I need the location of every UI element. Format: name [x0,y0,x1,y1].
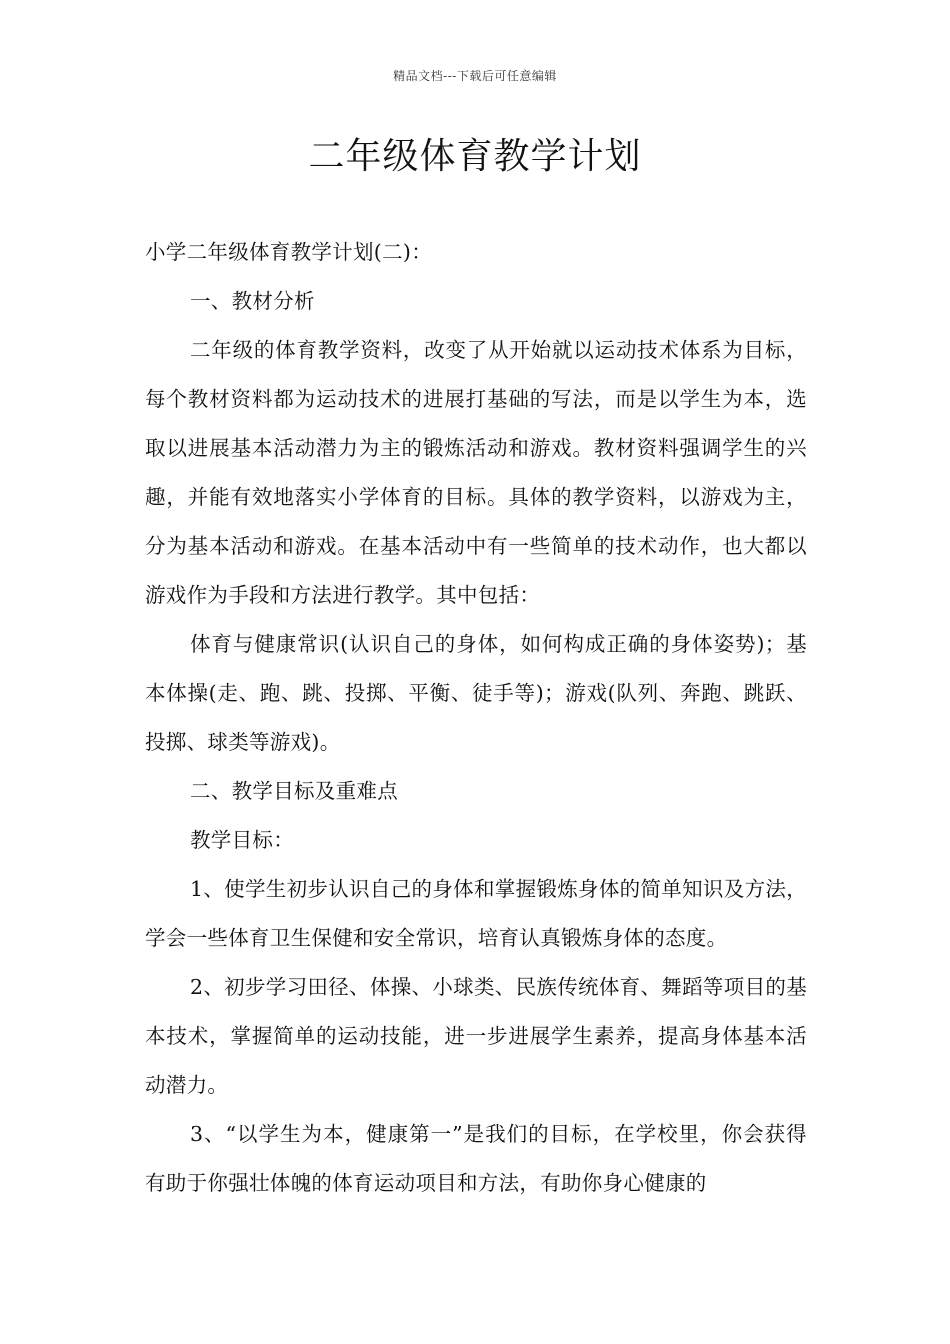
body-paragraph: 体育与健康常识(认识自己的身体，如何构成正确的身体姿势)；基本体操(走、跑、跳、投掷、平衡、徒手等)；游戏(队列、奔跑、跳跃、投掷、球类等游戏)。 [145,632,807,754]
page-title: 二年级体育教学计划 [308,136,642,177]
document-body [145,228,807,1208]
list-item: 1、使学生初步认识自己的身体和掌握锻炼身体的简单知识及方法，学会一些体育卫生保健和安全常识，培育认真锻炼身体的态度。 [145,877,807,950]
list-item: 2、初步学习田径、体操、小球类、民族传统体育、舞蹈等项目的基本技术，掌握简单的运动技能，进一步进展学生素养，提高身体基本活动潜力。 [145,975,807,1097]
subtitle-paragraph: 小学二年级体育教学计划(二)： [145,240,432,264]
header-note: 精品文档---下载后可任意编辑 [393,69,557,83]
section-heading-1: 一、教材分析 [190,289,315,313]
list-item: 3、“以学生为本，健康第一”是我们的目标，在学校里，你会获得有助于你强壮体魄的体育运动项目和方法，有助你身心健康的 [145,1122,807,1195]
section-heading-2: 二、教学目标及重难点 [190,779,398,803]
body-paragraph: 二年级的体育教学资料，改变了从开始就以运动技术体系为目标，每个教材资料都为运动技术的进展打基础的写法，而是以学生为本，选取以进展基本活动潜力为主的锻炼活动和游戏。教材资料强调学生的兴趣，并能有效地落实小学体育的目标。具体的教学资料，以游戏为主，分为基本活动和游戏。在基本活动中有一些简单的技术动作，也大都以游戏作为手段和方法进行教学。其中包括： [145,338,807,607]
subheading: 教学目标： [190,828,294,852]
